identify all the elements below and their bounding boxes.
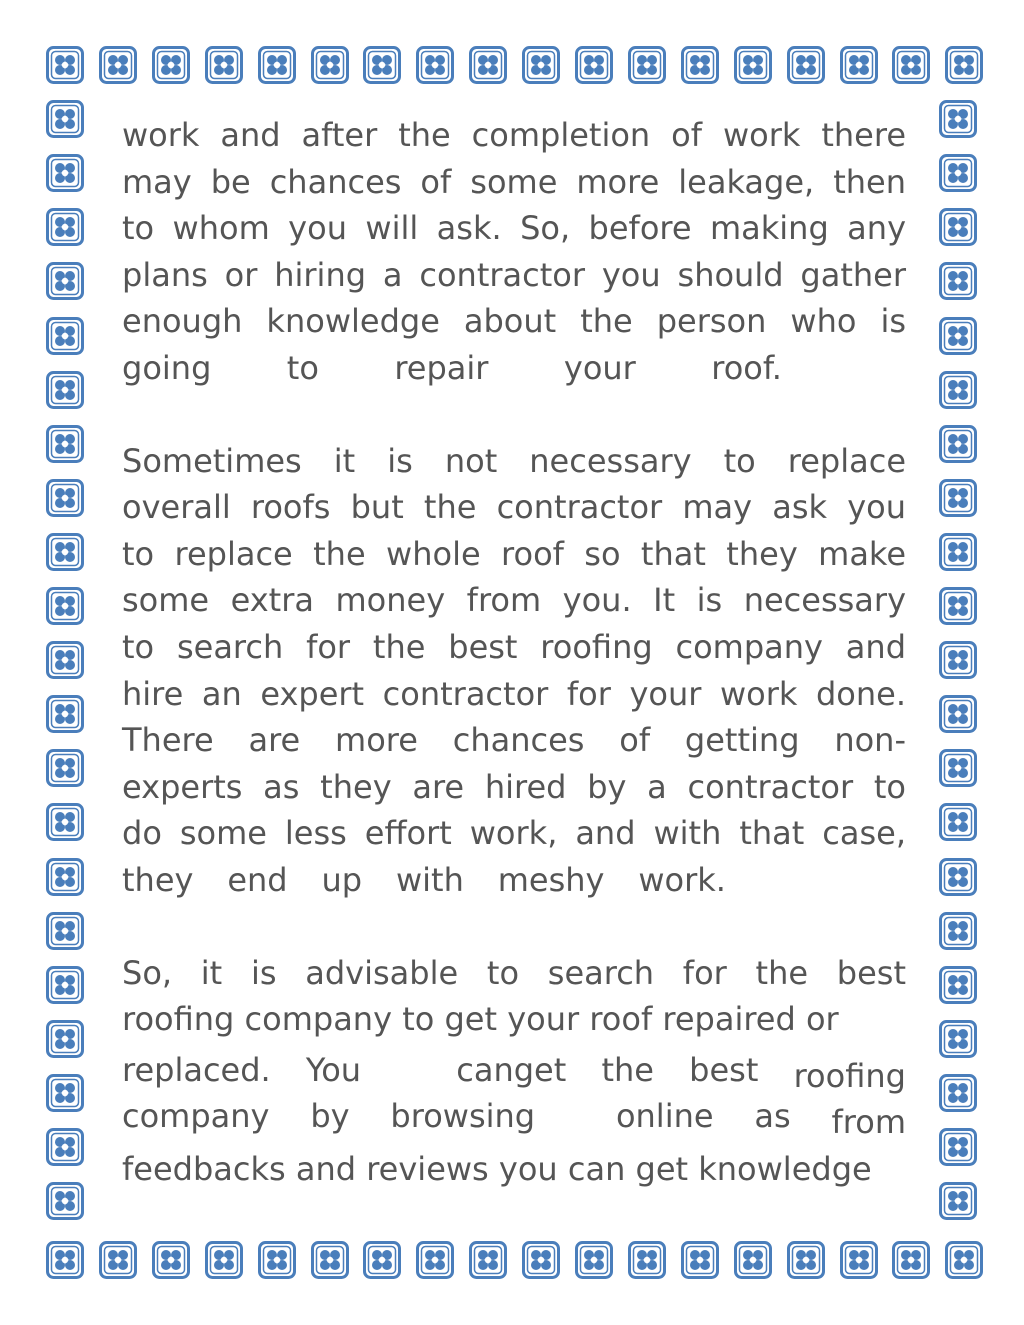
text-line-last [122,345,782,392]
quatrefoil-flower-icon [786,45,826,85]
word: the [601,1050,654,1089]
quatrefoil-flower-icon [45,1127,85,1167]
quatrefoil-flower-icon [944,1240,984,1280]
quatrefoil-flower-icon [733,1240,773,1280]
quatrefoil-flower-icon [204,45,244,85]
quatrefoil-flower-icon [839,45,879,85]
word: online [615,1097,714,1136]
quatrefoil-flower-icon [938,911,978,951]
text-line: Sometimes it is not necessary to replace [122,441,906,480]
word: up [321,860,363,899]
quatrefoil-flower-icon [938,370,978,410]
quatrefoil-flower-icon [45,965,85,1005]
quatrefoil-flower-icon [45,207,85,247]
quatrefoil-flower-icon [45,532,85,572]
word: roof. [711,348,782,387]
paragraph-1 [122,112,906,392]
quatrefoil-flower-icon [45,478,85,518]
quatrefoil-flower-icon [45,857,85,897]
quatrefoil-flower-icon [45,1073,85,1113]
quatrefoil-flower-icon [938,1073,978,1113]
quatrefoil-flower-icon [938,857,978,897]
word: company [122,1097,270,1136]
quatrefoil-flower-icon [938,153,978,193]
text-line: to whom you will ask. So, before making any [122,209,906,248]
quatrefoil-flower-icon [891,45,931,85]
quatrefoil-flower-icon [151,1240,191,1280]
quatrefoil-flower-icon [45,1181,85,1221]
text-line: There are more chances of getting non- [122,721,906,760]
word: replaced. [122,1050,271,1089]
quatrefoil-flower-icon [310,1240,350,1280]
quatrefoil-flower-icon [310,45,350,85]
text-line-last [122,857,726,904]
quatrefoil-flower-icon [45,911,85,951]
word: roofing [793,1056,906,1095]
quatrefoil-flower-icon [45,99,85,139]
paragraph-2 [122,438,906,904]
quatrefoil-flower-icon [938,694,978,734]
quatrefoil-flower-icon [521,45,561,85]
quatrefoil-flower-icon [204,1240,244,1280]
quatrefoil-flower-icon [362,45,402,85]
quatrefoil-flower-icon [45,694,85,734]
document-body [122,112,906,1192]
quatrefoil-flower-icon [938,802,978,842]
text-line: roofing company to get your roof repaired or [122,1000,839,1039]
word: browsing [390,1097,536,1136]
text-line: some extra money from you. It is necessary [122,581,906,620]
text-line [122,1047,906,1094]
text-line [122,1093,906,1140]
quatrefoil-flower-icon [938,586,978,626]
quatrefoil-flower-icon [938,316,978,356]
text-line: enough knowledge about the person who is [122,302,906,341]
quatrefoil-flower-icon [938,1181,978,1221]
quatrefoil-flower-icon [574,1240,614,1280]
quatrefoil-flower-icon [415,45,455,85]
quatrefoil-flower-icon [938,1127,978,1167]
quatrefoil-flower-icon [45,424,85,464]
quatrefoil-flower-icon [257,45,297,85]
quatrefoil-flower-icon [45,261,85,301]
quatrefoil-flower-icon [362,1240,402,1280]
quatrefoil-flower-icon [839,1240,879,1280]
quatrefoil-flower-icon [938,261,978,301]
quatrefoil-flower-icon [938,424,978,464]
quatrefoil-flower-icon [257,1240,297,1280]
quatrefoil-flower-icon [98,1240,138,1280]
quatrefoil-flower-icon [45,153,85,193]
quatrefoil-flower-icon [938,207,978,247]
word: work. [638,860,726,899]
quatrefoil-flower-icon [938,1019,978,1059]
quatrefoil-flower-icon [938,748,978,788]
quatrefoil-flower-icon [938,478,978,518]
word: to [286,348,319,387]
word: repair [394,348,489,387]
quatrefoil-flower-icon [786,1240,826,1280]
quatrefoil-flower-icon [45,370,85,410]
text-line: experts as they are hired by a contractor to [122,767,906,806]
quatrefoil-flower-icon [733,45,773,85]
quatrefoil-flower-icon [45,45,85,85]
text-line: may be chances of some more leakage, then [122,162,906,201]
quatrefoil-flower-icon [938,99,978,139]
quatrefoil-flower-icon [45,1240,85,1280]
quatrefoil-flower-icon [151,45,191,85]
quatrefoil-flower-icon [45,1019,85,1059]
word: from [831,1103,906,1142]
word: as [754,1097,791,1136]
paragraph-3 [122,950,906,1193]
word: meshy [497,860,605,899]
text-line: to search for the best roofing company and [122,627,906,666]
text-line: overall roofs but the contractor may ask you [122,488,906,527]
word: end [227,860,288,899]
text-line: plans or hiring a contractor you should gather [122,255,906,294]
quatrefoil-flower-icon [45,586,85,626]
word: your [563,348,636,387]
text-line: feedbacks and reviews you can get knowledge [122,1149,872,1188]
quatrefoil-flower-icon [938,640,978,680]
quatrefoil-flower-icon [574,45,614,85]
text-line: So, it is advisable to search for the best [122,953,906,992]
word: they [122,860,194,899]
text-line: work and after the completion of work there [122,116,906,154]
quatrefoil-flower-icon [45,802,85,842]
quatrefoil-flower-icon [938,532,978,572]
text-line: to replace the whole roof so that they make [122,534,906,573]
word: going [122,348,212,387]
word: with [395,860,464,899]
quatrefoil-flower-icon [938,965,978,1005]
word: You [305,1050,362,1089]
quatrefoil-flower-icon [680,45,720,85]
quatrefoil-flower-icon [415,1240,455,1280]
quatrefoil-flower-icon [944,45,984,85]
quatrefoil-flower-icon [98,45,138,85]
word: canget [456,1050,567,1089]
quatrefoil-flower-icon [45,748,85,788]
quatrefoil-flower-icon [680,1240,720,1280]
quatrefoil-flower-icon [521,1240,561,1280]
text-line: do some less effort work, and with that case, [122,814,906,853]
quatrefoil-flower-icon [45,316,85,356]
quatrefoil-flower-icon [627,1240,667,1280]
quatrefoil-flower-icon [45,640,85,680]
quatrefoil-flower-icon [891,1240,931,1280]
word: by [310,1097,350,1136]
quatrefoil-flower-icon [468,1240,508,1280]
word: best [689,1050,759,1089]
text-line: hire an expert contractor for your work done. [122,674,906,713]
quatrefoil-flower-icon [468,45,508,85]
quatrefoil-flower-icon [627,45,667,85]
